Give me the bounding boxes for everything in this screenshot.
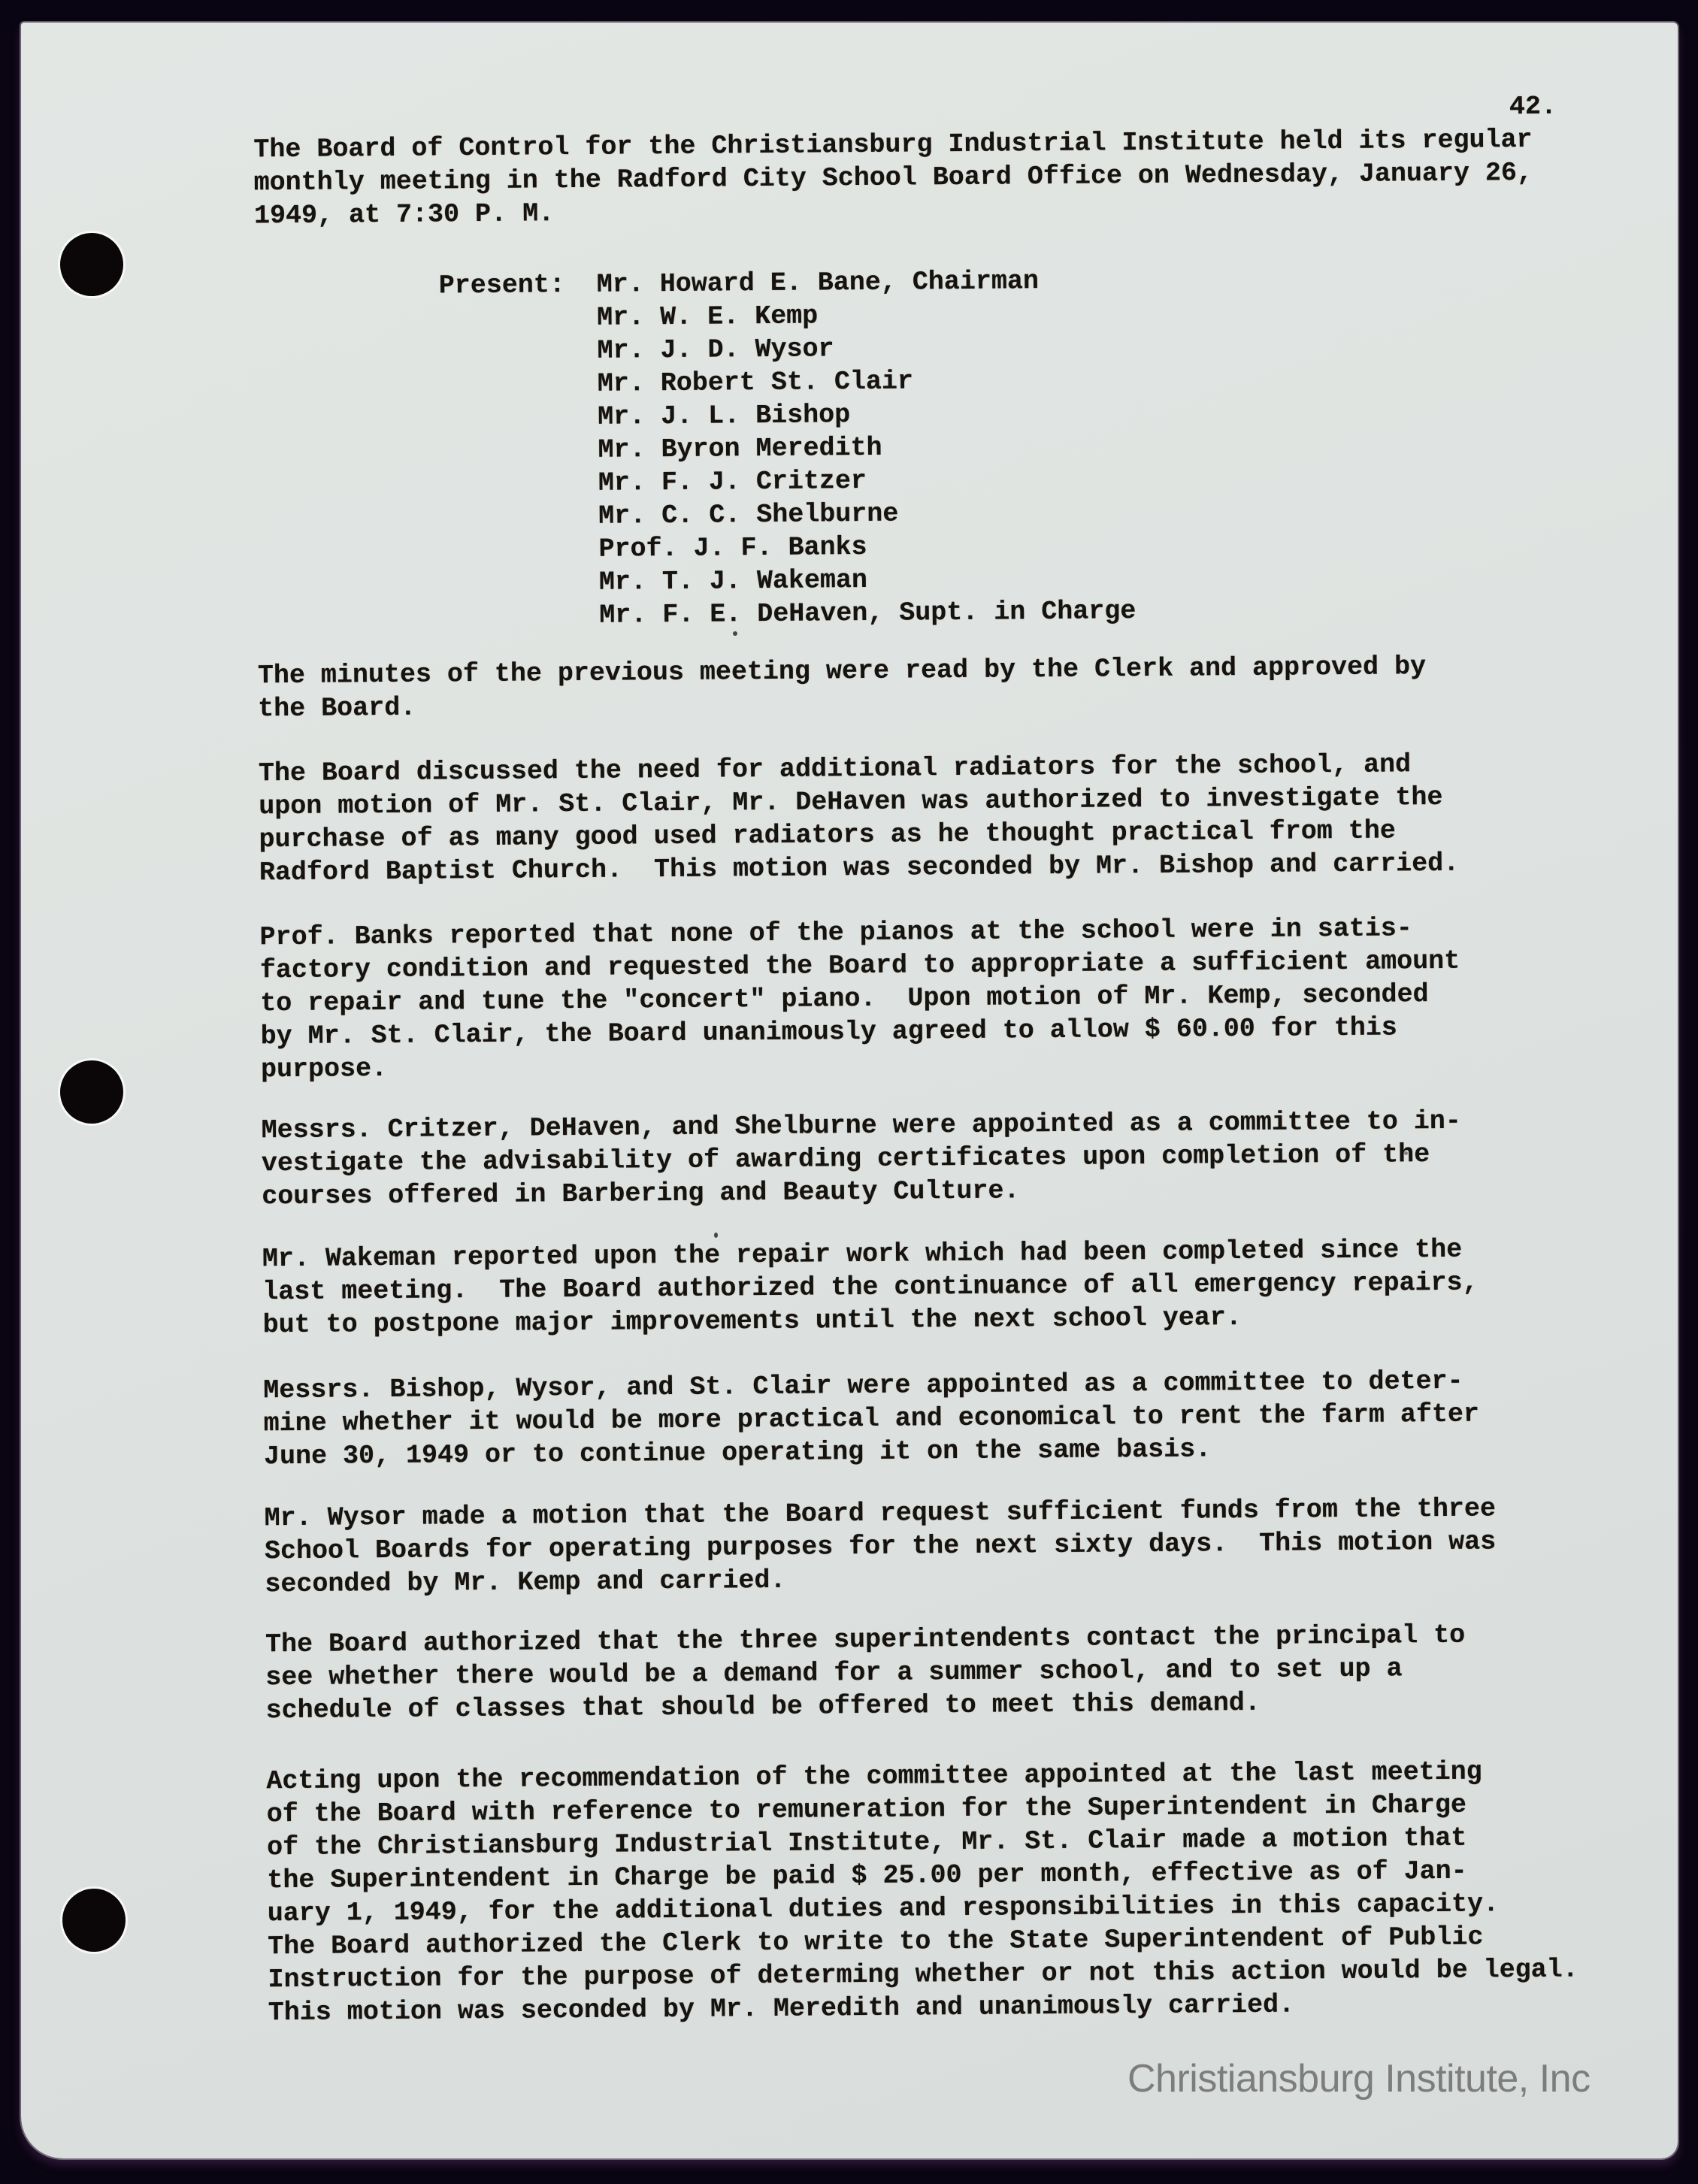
typewritten-text-layer <box>14 16 1687 2164</box>
attendee-row: Mr. F. E. DeHaven, Supt. in Charge <box>599 596 1137 631</box>
attendee-row: Mr. Howard E. Bane, Chairman <box>596 266 1040 300</box>
watermark: Christiansburg Institute, Inc <box>1127 2057 1591 2101</box>
body-paragraph: Acting upon the recommendation of the committee appointed at the last meeting of the Board with reference to remuneration for the Superintendent in Charge of the Christiansburg Industrial Institute, Mr. St. Clair made a motion that the Superintendent in Charge be paid $ 25.00 per month, effective as of Jan- uary 1, 1949, for the additional duties and responsibilities in this capacity. The Board authorized the Clerk to write to the State Superintendent of Public Instruction for the purpose of determing whether or not this action would be legal. This motion was seconded by Mr. Meredith and unanimously carried. <box>266 1756 1578 2028</box>
body-paragraph: The Board authorized that the three superintendents contact the principal to see whether there would be a demand for a summer school, and to set up a schedule of classes that should be offered to meet this demand. <box>265 1620 1466 1726</box>
attendee-row: Prof. J. F. Banks <box>598 531 867 564</box>
page-number: 42. <box>1509 91 1557 123</box>
body-paragraph: The minutes of the previous meeting were read by the Clerk and approved by the Board. <box>257 652 1427 724</box>
body-paragraph: Prof. Banks reported that none of the pianos at the school were in satis- factory condition and requested the Board to appropriate a sufficient amount to repair and tune the "concert" piano. Upon motion of Mr. Kemp, seconded by Mr. St. Clair, the Board unanimously agreed to allow $ 60.00 for this purpose. <box>259 913 1460 1085</box>
attendee-list <box>597 262 1427 632</box>
attendee-row: Mr. Robert St. Clair <box>597 366 914 399</box>
attendee-row: Mr. J. L. Bishop <box>598 400 851 432</box>
attendee-row: Mr. J. D. Wysor <box>597 334 834 366</box>
body-paragraph: Messrs. Bishop, Wysor, and St. Clair were appointed as a committee to deter- mine whether it would be more practical and economical to rent the farm after June 30, 1949 or to continue operating it on the same basis. <box>263 1366 1480 1472</box>
attendee-row: Mr. T. J. Wakeman <box>598 564 868 597</box>
intro-paragraph: The Board of Control for the Christiansburg Industrial Institute held its regular monthly meeting in the Radford City School Board Office on Wednesday, January 26, 1949, at 7:30 P. M. <box>253 124 1533 231</box>
attendee-row: Mr. C. C. Shelburne <box>598 498 899 531</box>
attendee-row: Mr. F. J. Critzer <box>598 465 867 498</box>
attendee-row: Mr. Byron Meredith <box>598 432 882 465</box>
document-page <box>21 23 1678 2158</box>
body-paragraph: Mr. Wysor made a motion that the Board request sufficient funds from the three School Boards for operating purposes for the next sixty days. This motion was seconded by Mr. Kemp and carried. <box>264 1493 1497 1600</box>
present-label: Present: <box>438 270 565 301</box>
body-paragraph: The Board discussed the need for additional radiators for the school, and upon motion of Mr. St. Clair, Mr. DeHaven was authorized to investigate the purchase of as many good used radiators as he thought practical from the Radford Baptist Church. This motion was seconded by Mr. Bishop and carried. <box>258 749 1460 888</box>
body-paragraph: Messrs. Critzer, DeHaven, and Shelburne were appointed as a committee to in- vestigate the advisability of awarding certificates upon completion of the courses offered in Barbering and Beauty Culture. <box>261 1106 1462 1212</box>
body-paragraph: Mr. Wakeman reported upon the repair work which had been completed since the last meeting. The Board authorized the continuance of all emergency repairs, but to postpone major improvements until the next school year. <box>262 1234 1479 1341</box>
attendee-row: Mr. W. E. Kemp <box>596 301 819 333</box>
